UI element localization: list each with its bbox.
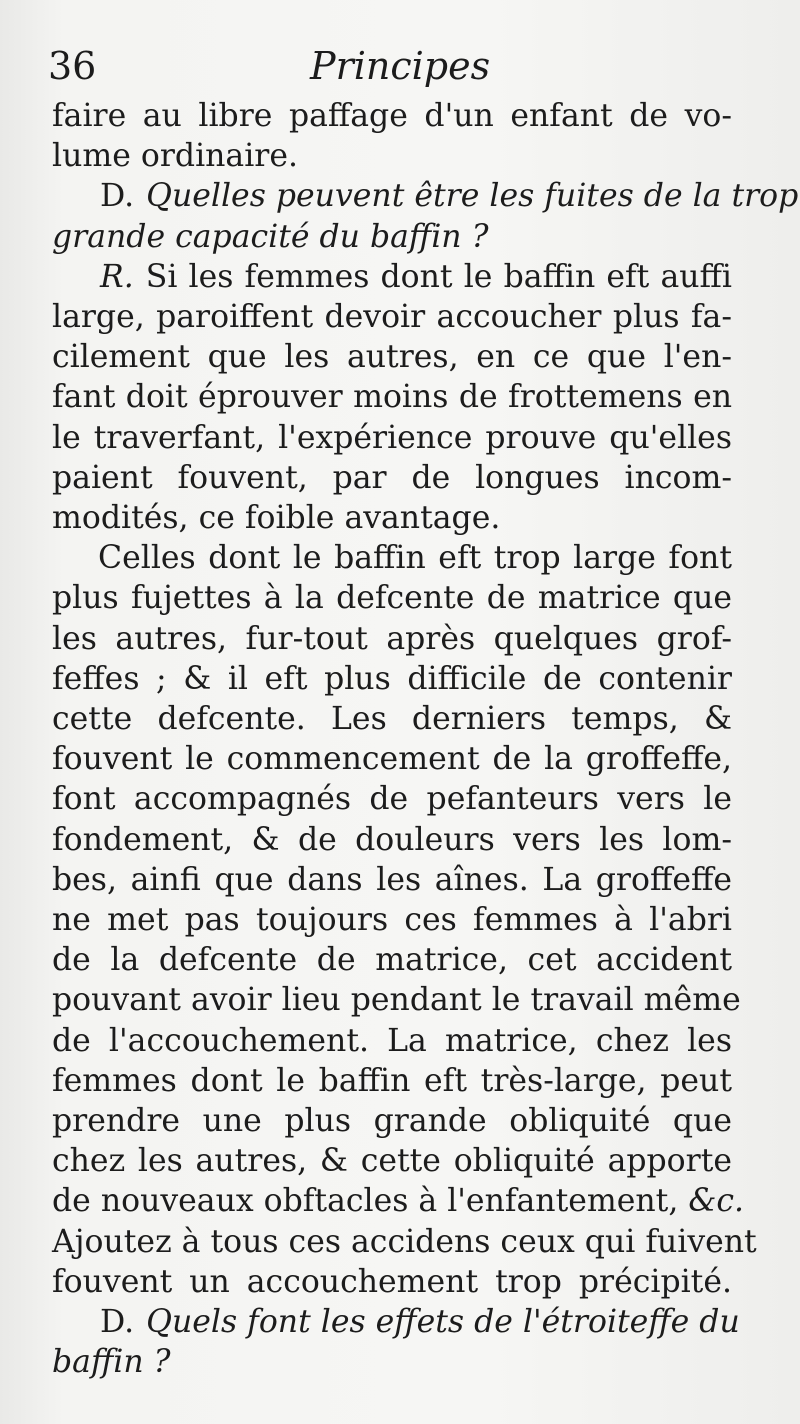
text-line: modités, ce foible avantage. bbox=[52, 500, 501, 537]
text-line: prendre une plus grande obliquité que bbox=[52, 1103, 732, 1140]
line-text: de nouveaux obftacles à l'enfantement, bbox=[52, 1183, 679, 1220]
body-text bbox=[52, 96, 799, 1383]
page-header bbox=[0, 44, 800, 100]
question-line bbox=[52, 1302, 740, 1342]
text-line bbox=[52, 1181, 745, 1221]
text-line: fouvent un accouchement trop précipité. bbox=[52, 1263, 732, 1300]
question-line: grande capacité du baffin ? bbox=[52, 218, 489, 255]
answer-marker: R. bbox=[100, 258, 134, 295]
text-line: fondement, & de douleurs vers les lom- bbox=[52, 821, 732, 858]
page-number: 36 bbox=[48, 44, 97, 88]
question-line bbox=[52, 176, 799, 216]
text-line: feffes ; & il eft plus difficile de contenir bbox=[52, 660, 732, 697]
text-line: femmes dont le baffin eft très-large, peut bbox=[52, 1062, 732, 1099]
text-line: paient fouvent, par de longues incom- bbox=[52, 459, 732, 496]
question-marker: D. bbox=[100, 178, 135, 215]
answer-text: Si les femmes dont le baffin eft auffi bbox=[145, 258, 732, 295]
text-line: lume ordinaire. bbox=[52, 138, 299, 175]
text-line: de la defcente de matrice, cet accident bbox=[52, 942, 732, 979]
question-line: baffin ? bbox=[52, 1344, 171, 1381]
text-line: pouvant avoir lieu pendant le travail même bbox=[52, 982, 741, 1019]
etc-abbrev: &c. bbox=[688, 1183, 745, 1220]
text-line: font accompagnés de pefanteurs vers le bbox=[52, 781, 732, 818]
answer-line bbox=[52, 257, 732, 297]
text-line: faire au libre paffage d'un enfant de vo- bbox=[52, 98, 732, 134]
text-line: le traverfant, l'expérience prouve qu'elles bbox=[52, 419, 732, 456]
text-line: Ajoutez à tous ces accidens ceux qui fuivent bbox=[52, 1223, 757, 1260]
question-marker: D. bbox=[100, 1304, 135, 1341]
text-line: fouvent le commencement de la groffeffe, bbox=[52, 741, 732, 778]
text-line: fant doit éprouver moins de frottemens en bbox=[52, 379, 732, 416]
running-head: Principes bbox=[310, 44, 491, 88]
text-line: les autres, fur-tout après quelques grof- bbox=[52, 620, 732, 657]
text-line: large, paroiffent devoir accoucher plus fa- bbox=[52, 299, 732, 336]
text-line: bes, ainfi que dans les aînes. La groffeffe bbox=[52, 861, 732, 898]
text-line: chez les autres, & cette obliquité apporte bbox=[52, 1143, 732, 1180]
text-line: cette defcente. Les derniers temps, & bbox=[52, 701, 732, 738]
text-line: de l'accouchement. La matrice, chez les bbox=[52, 1022, 732, 1059]
text-line: cilement que les autres, en ce que l'en- bbox=[52, 339, 732, 376]
question-text: Quelles peuvent être les fuites de la trop bbox=[146, 178, 799, 215]
question-text: Quels font les effets de l'étroiteffe du bbox=[146, 1304, 740, 1341]
text-line: plus fujettes à la defcente de matrice que bbox=[52, 580, 732, 617]
text-line: ne met pas toujours ces femmes à l'abri bbox=[52, 902, 732, 939]
text-line: Celles dont le baffin eft trop large font bbox=[98, 540, 732, 577]
